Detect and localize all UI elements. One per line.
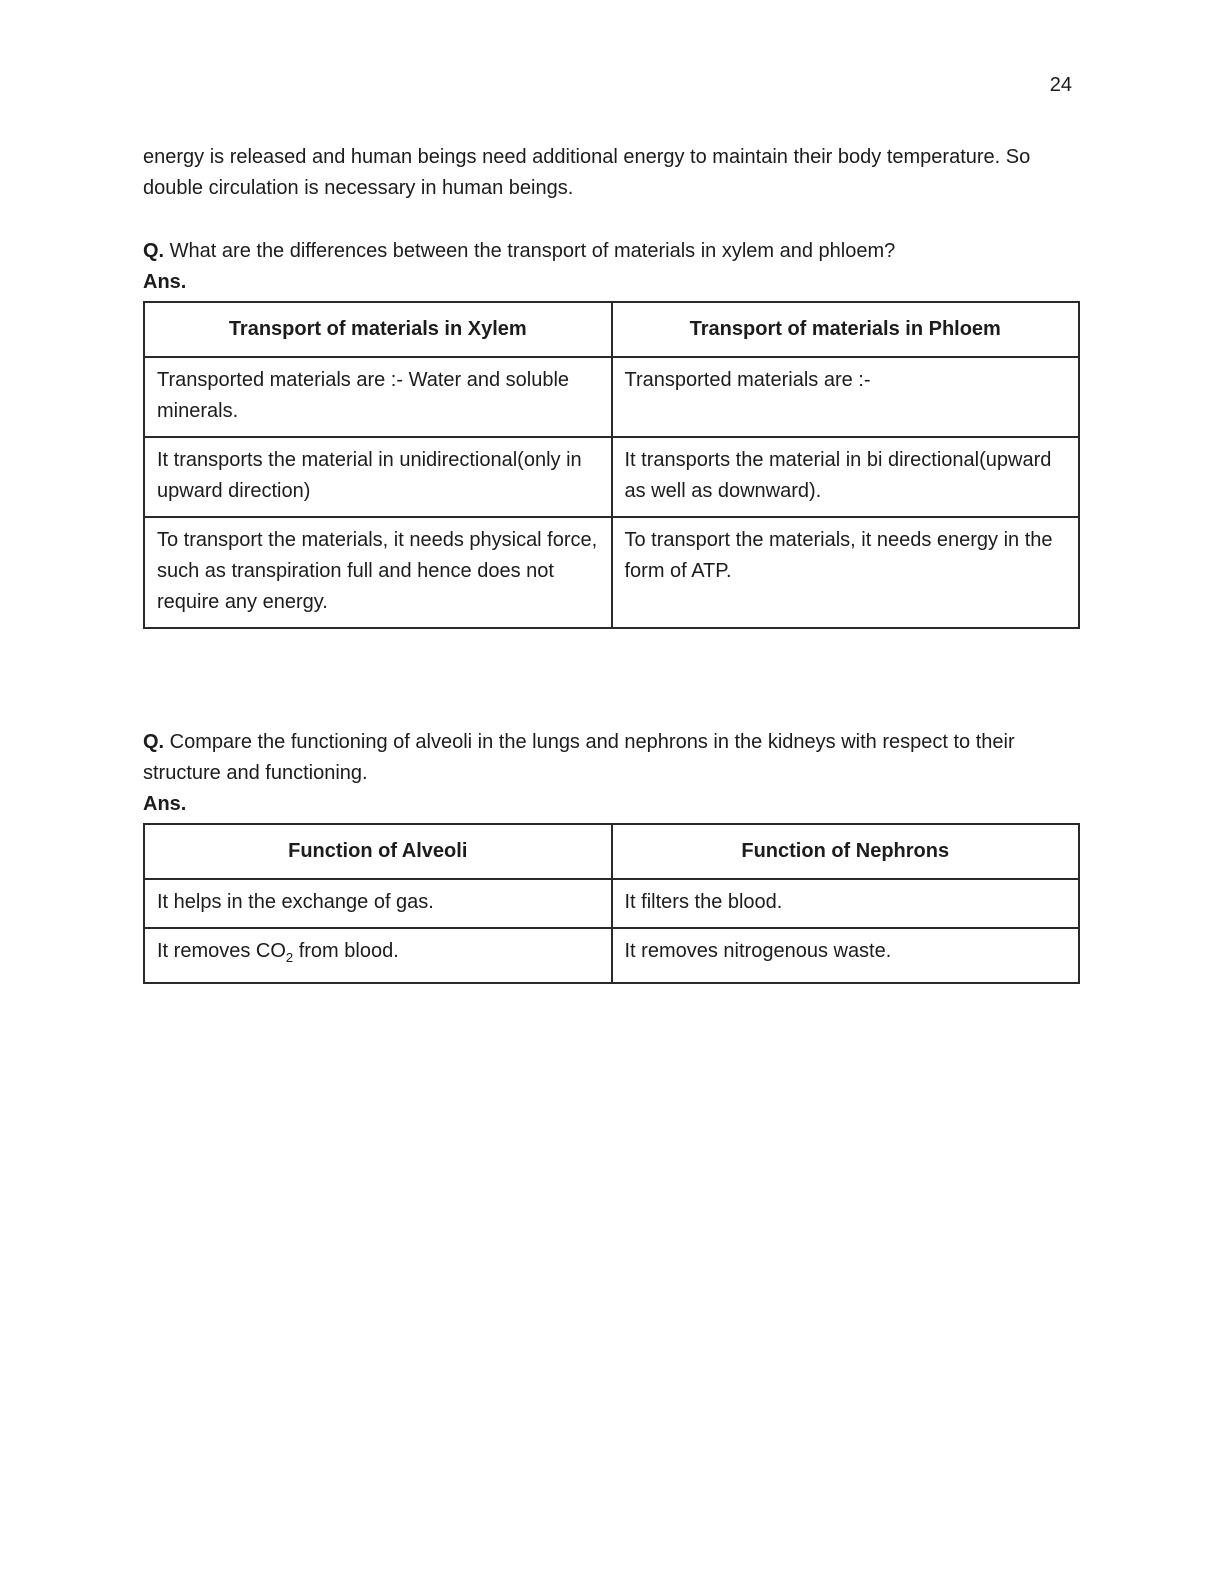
question-2 — [143, 727, 1080, 789]
table-cell: It transports the material in bi directional(upward as well as downward). — [612, 437, 1080, 517]
question-block-2 — [143, 727, 1080, 984]
table-row — [144, 437, 1079, 517]
table-row — [144, 517, 1079, 628]
co2-text-prefix: It removes CO — [157, 940, 286, 962]
table-row — [144, 357, 1079, 437]
answer-2-label: Ans. — [143, 793, 187, 815]
intro-paragraph: energy is released and human beings need additional energy to maintain their body temperature. So double circulation is necessary in human beings. — [143, 146, 1031, 199]
co2-subscript: 2 — [285, 950, 294, 965]
question-1 — [143, 236, 1080, 267]
table-cell: To transport the materials, it needs physical force, such as transpiration full and hence does not require any energy. — [144, 517, 612, 628]
xylem-phloem-table — [143, 301, 1080, 629]
alveoli-nephron-table — [143, 823, 1080, 984]
question-1-label: Q. — [143, 240, 165, 262]
xylem-phloem-table-head — [144, 302, 1079, 357]
question-1-text: What are the differences between the transport of materials in xylem and phloem? — [164, 240, 896, 262]
header-cell-xylem: Transport of materials in Xylem — [144, 302, 612, 357]
question-2-text: Compare the functioning of alveoli in the lungs and nephrons in the kidneys with respect to their structure and functioning. — [143, 731, 1015, 784]
question-block-1 — [143, 236, 1080, 629]
header-cell-phloem: Transport of materials in Phloem — [612, 302, 1080, 357]
table-row — [144, 879, 1079, 928]
table-cell-co2 — [144, 928, 612, 983]
table-cell: It transports the material in unidirectional(only in upward direction) — [144, 437, 612, 517]
xylem-phloem-table-body — [144, 357, 1079, 628]
header-cell-alveoli: Function of Alveoli — [144, 824, 612, 879]
co2-text-suffix: from blood. — [293, 940, 399, 962]
alveoli-nephron-table-head — [144, 824, 1079, 879]
table-cell: It filters the blood. — [612, 879, 1080, 928]
table-header-row — [144, 824, 1079, 879]
header-cell-nephrons: Function of Nephrons — [612, 824, 1080, 879]
table-cell: Transported materials are :- — [612, 357, 1080, 437]
page-number: 24 — [1049, 74, 1072, 96]
alveoli-nephron-table-body — [144, 879, 1079, 983]
table-cell: To transport the materials, it needs energy in the form of ATP. — [612, 517, 1080, 628]
question-2-label: Q. — [143, 731, 165, 753]
table-row — [144, 928, 1079, 983]
table-cell: Transported materials are :- Water and soluble minerals. — [144, 357, 612, 437]
table-header-row — [144, 302, 1079, 357]
answer-1-label: Ans. — [143, 271, 187, 293]
table-cell: It helps in the exchange of gas. — [144, 879, 612, 928]
table-cell: It removes nitrogenous waste. — [612, 928, 1080, 983]
